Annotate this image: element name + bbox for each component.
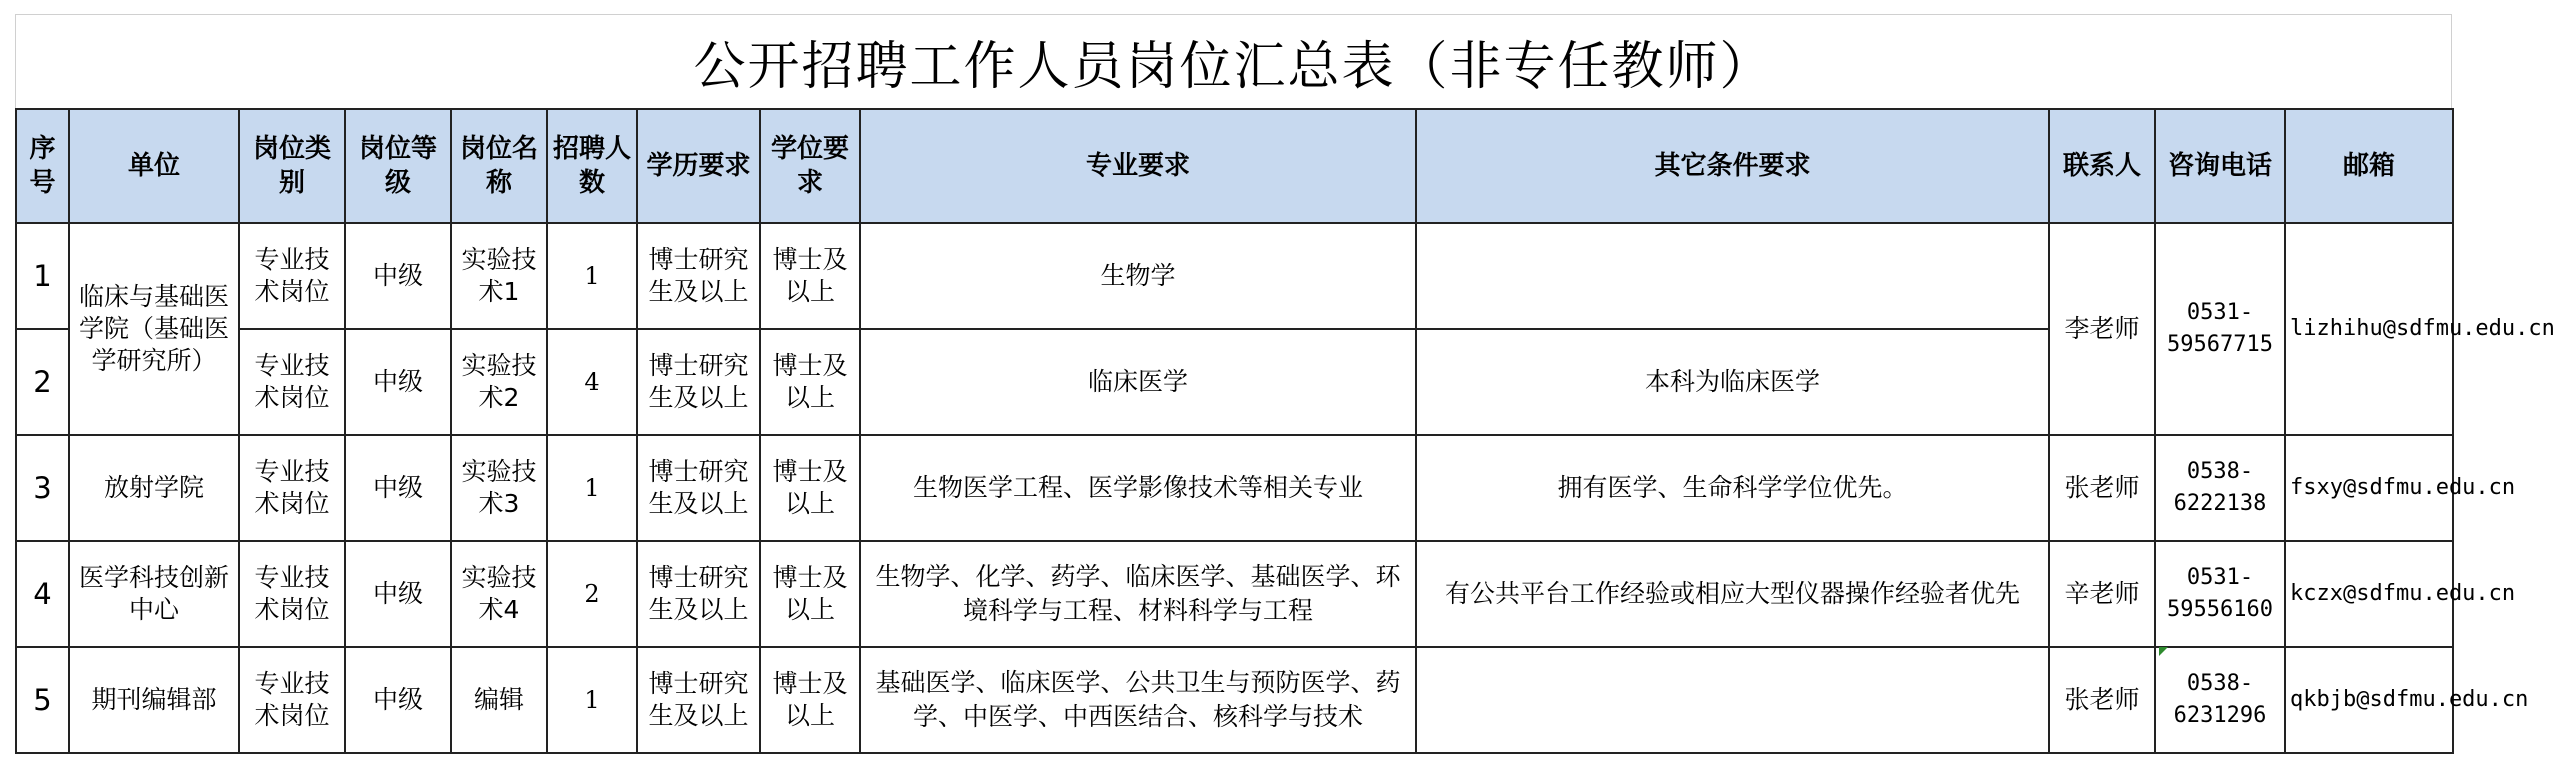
- row-other: [1416, 647, 2049, 753]
- row-unit: 医学科技创新中心: [69, 541, 239, 647]
- row-post-level: 中级: [345, 223, 451, 329]
- row-education: 博士研究生及以上: [637, 329, 760, 435]
- header-headcount: 招聘人数: [547, 109, 637, 223]
- header-post-category: 岗位类别: [239, 109, 345, 223]
- row-post-level: 中级: [345, 541, 451, 647]
- row-major: 生物学、化学、药学、临床医学、基础医学、环境科学与工程、材料科学与工程: [860, 541, 1416, 647]
- header-major: 专业要求: [860, 109, 1416, 223]
- row-contact: 辛老师: [2049, 541, 2155, 647]
- table-row: [16, 435, 2453, 541]
- row-email: lizhihu@sdfmu.edu.cn: [2285, 223, 2453, 435]
- row-degree: 博士及以上: [760, 329, 860, 435]
- positions-table: [15, 108, 2555, 754]
- table-title: 公开招聘工作人员岗位汇总表（非专任教师）: [15, 14, 2452, 108]
- row-major: 临床医学: [860, 329, 1416, 435]
- row-degree: 博士及以上: [760, 223, 860, 329]
- row-headcount: 4: [547, 329, 637, 435]
- row-phone: 0538-6222138: [2155, 435, 2285, 541]
- row-post-name: 实验技术3: [451, 435, 547, 541]
- row-major: 基础医学、临床医学、公共卫生与预防医学、药学、中医学、中西医结合、核科学与技术: [860, 647, 1416, 753]
- row-education: 博士研究生及以上: [637, 541, 760, 647]
- row-major: 生物医学工程、医学影像技术等相关专业: [860, 435, 1416, 541]
- row-education: 博士研究生及以上: [637, 647, 760, 753]
- row-email: fsxy@sdfmu.edu.cn: [2285, 435, 2453, 541]
- row-post-name: 实验技术1: [451, 223, 547, 329]
- row-index: 4: [16, 541, 69, 647]
- row-unit: 期刊编辑部: [69, 647, 239, 753]
- row-post-category: 专业技术岗位: [239, 223, 345, 329]
- row-post-category: 专业技术岗位: [239, 435, 345, 541]
- row-degree: 博士及以上: [760, 435, 860, 541]
- row-headcount: 1: [547, 435, 637, 541]
- row-headcount: 1: [547, 223, 637, 329]
- row-education: 博士研究生及以上: [637, 223, 760, 329]
- header-index: 序号: [16, 109, 69, 223]
- row-post-level: 中级: [345, 435, 451, 541]
- row-major: 生物学: [860, 223, 1416, 329]
- row-post-name: 实验技术2: [451, 329, 547, 435]
- row-degree: 博士及以上: [760, 541, 860, 647]
- header-other: 其它条件要求: [1416, 109, 2049, 223]
- header-email: 邮箱: [2285, 109, 2453, 223]
- row-phone: 0531-59567715: [2155, 223, 2285, 435]
- row-post-name: 实验技术4: [451, 541, 547, 647]
- row-unit: 放射学院: [69, 435, 239, 541]
- row-post-level: 中级: [345, 329, 451, 435]
- row-contact: 张老师: [2049, 435, 2155, 541]
- table-row: [16, 647, 2453, 753]
- cell-comment-marker: [2159, 647, 2168, 656]
- row-phone: 0531-59556160: [2155, 541, 2285, 647]
- header-row: [16, 109, 2453, 223]
- row-contact: 李老师: [2049, 223, 2155, 435]
- row-unit: 临床与基础医学院（基础医学研究所）: [69, 223, 239, 435]
- header-post-name: 岗位名称: [451, 109, 547, 223]
- row-contact: 张老师: [2049, 647, 2155, 753]
- table-row: [16, 223, 2453, 329]
- row-phone: 0538-6231296: [2155, 647, 2285, 753]
- row-headcount: 2: [547, 541, 637, 647]
- row-other: 拥有医学、生命科学学位优先。: [1416, 435, 2049, 541]
- row-index: 5: [16, 647, 69, 753]
- recruitment-summary-sheet: [15, 14, 2555, 754]
- row-other: 本科为临床医学: [1416, 329, 2049, 435]
- row-headcount: 1: [547, 647, 637, 753]
- header-degree: 学位要求: [760, 109, 860, 223]
- row-post-category: 专业技术岗位: [239, 647, 345, 753]
- row-email: qkbjb@sdfmu.edu.cn: [2285, 647, 2453, 753]
- header-contact: 联系人: [2049, 109, 2155, 223]
- row-other: [1416, 223, 2049, 329]
- header-post-level: 岗位等级: [345, 109, 451, 223]
- row-index: 3: [16, 435, 69, 541]
- row-post-category: 专业技术岗位: [239, 329, 345, 435]
- row-post-level: 中级: [345, 647, 451, 753]
- row-other: 有公共平台工作经验或相应大型仪器操作经验者优先: [1416, 541, 2049, 647]
- row-post-category: 专业技术岗位: [239, 541, 345, 647]
- header-unit: 单位: [69, 109, 239, 223]
- header-education: 学历要求: [637, 109, 760, 223]
- row-education: 博士研究生及以上: [637, 435, 760, 541]
- row-post-name: 编辑: [451, 647, 547, 753]
- row-email: kczx@sdfmu.edu.cn: [2285, 541, 2453, 647]
- row-index: 2: [16, 329, 69, 435]
- header-phone: 咨询电话: [2155, 109, 2285, 223]
- row-degree: 博士及以上: [760, 647, 860, 753]
- row-index: 1: [16, 223, 69, 329]
- table-row: [16, 541, 2453, 647]
